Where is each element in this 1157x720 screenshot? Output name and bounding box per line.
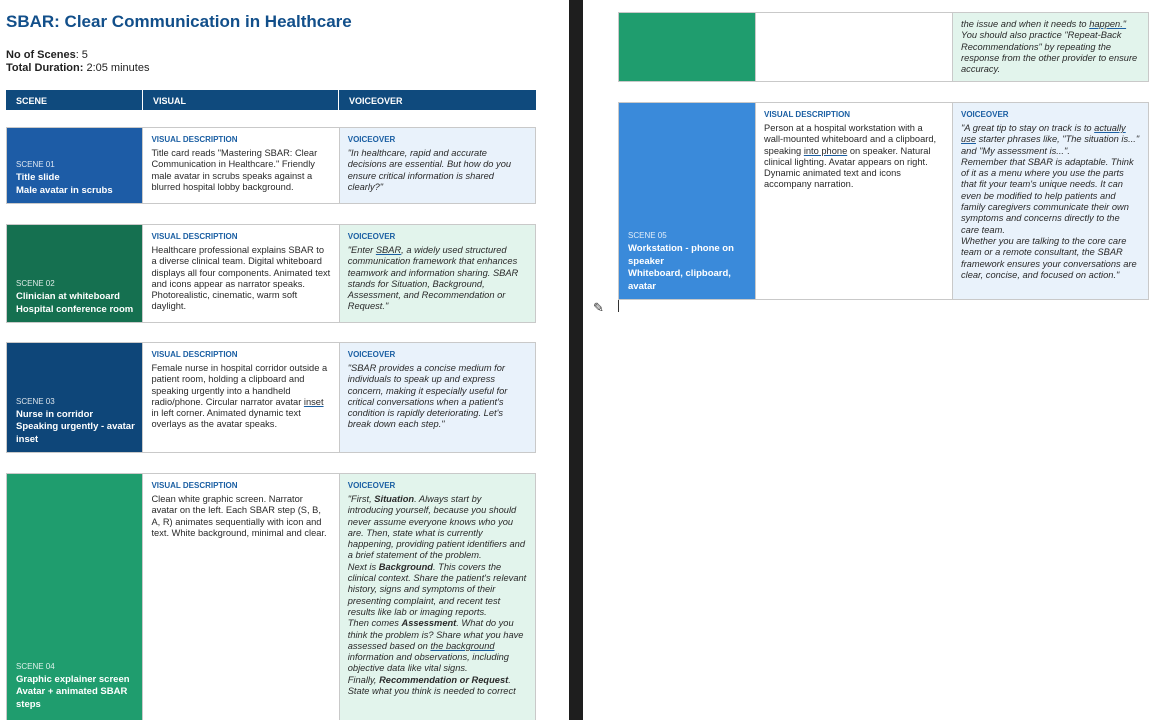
page-divider: [569, 0, 583, 720]
scene-name: Workstation - phone on speaker Whiteboard, clipboard, avatar: [628, 243, 734, 292]
voiceover-heading: VOICEOVER: [347, 481, 396, 490]
scene-row-04: [6, 473, 536, 720]
scene-label-cell: [7, 474, 143, 720]
scene-name: Title slide Male avatar in scrubs: [16, 172, 113, 196]
visual-description-text: Clean white graphic screen. Narrator avatar on the left. Each SBAR step (S, B, A, R) animates sequentially with icon and text. White background, minimal and clear.: [151, 494, 327, 538]
visual-description-cell: [143, 225, 339, 322]
voiceover-cell: [953, 103, 1148, 299]
visual-description-cell: [756, 13, 953, 81]
voiceover-heading: VOICEOVER: [347, 350, 396, 359]
visual-description-heading: VISUAL DESCRIPTION: [764, 110, 851, 119]
visual-description-cell: [143, 343, 339, 452]
visual-description-heading: VISUAL DESCRIPTION: [151, 135, 238, 144]
voiceover-cell: [340, 343, 535, 452]
scene-number: SCENE 01: [16, 160, 55, 169]
scene-row-03: [6, 342, 536, 453]
visual-description-heading: VISUAL DESCRIPTION: [151, 232, 238, 241]
voiceover-text: "Enter SBAR, a widely used structured communication framework that enhances teamwork and information sharing. SBAR stands for Situation, Background, Assessment, and Recommendation or Request.": [347, 245, 519, 312]
voiceover-heading: VOICEOVER: [347, 135, 396, 144]
document-page-right: [583, 0, 1157, 720]
header-visual: VISUAL: [143, 90, 339, 110]
visual-description-text: Female nurse in hospital corridor outside a patient room, holding a clipboard and speaking urgently into a handheld radio/phone. Circular narrator avatar inset in left corner. Animated dynamic text overlays as the avatar speaks.: [151, 363, 328, 430]
document-title: SBAR: Clear Communication in Healthcare: [6, 12, 352, 31]
voiceover-text: "First, Situation. Always start by introducing yourself, because you should never assume everyone knows who you are. Then, state what is currently happening, providing patient identifiers and a brief statement of the problem. Next is Background. This covers the clinical context. Share the patient's relevant history, signs and symptoms of their presenting complaint, and recent test results like lab or imaging reports. Then comes Assessment. What do you think the problem is? Share what you have assessed based on the background information and observations, including objective data like vital signs. Finally, Recommendation or Request. State what you think is needed to correct: [347, 494, 527, 697]
scene-number: SCENE 04: [16, 661, 55, 671]
scene-number: SCENE 05: [628, 231, 667, 240]
voiceover-cell: [340, 225, 535, 322]
visual-description-heading: VISUAL DESCRIPTION: [151, 350, 238, 359]
voiceover-text: "In healthcare, rapid and accurate decisions are essential. But how do you ensure critical information is shared clearly?": [347, 148, 512, 192]
scene-label-cell: [619, 103, 756, 299]
visual-description-cell: [756, 103, 953, 299]
scene-name: Nurse in corridor Speaking urgently - avatar inset: [16, 408, 135, 445]
visual-description-text: Person at a hospital workstation with a wall-mounted whiteboard and a clipboard, speaking into phone on speaker. Natural clinical lighting. Avatar appears on right. Dynamic animated text and icons accompany narration.: [764, 123, 937, 190]
voiceover-text: "SBAR provides a concise medium for individuals to speak up and express concern, making it especially useful for critical conversations when a patient's condition is rapidly deteriorating. Let's break down each step.": [347, 363, 508, 430]
spellcheck-word: happen.": [1089, 19, 1127, 29]
scene-name: Graphic explainer screen Avatar + animated SBAR steps: [16, 673, 130, 710]
table-header: [6, 90, 536, 110]
scene-row-04-continued: [618, 12, 1149, 82]
document-page-left: [0, 0, 569, 720]
total-duration: Total Duration: 2:05 minutes: [6, 62, 150, 74]
scene-number: SCENE 03: [16, 396, 55, 406]
text-caret[interactable]: [618, 300, 619, 312]
scene-count: No of Scenes: 5: [6, 49, 88, 61]
spellcheck-word: SBAR: [375, 245, 402, 255]
voiceover-text: "A great tip to stay on track is to actually use starter phrases like, "The situation is..." and "My assessment is...". Remember that SBAR is adaptable. Think of it as a menu where you use the parts that fit your team's unique needs. It can even be modified to help patients and family caregivers communicate their own symptoms and concerns directly to the care team. Whether you are talking to the core care team or a remote consultant, the SBAR framework ensures your conversations are clear, concise, and focused on action.": [961, 123, 1140, 280]
pen-cursor-icon: ✎: [593, 300, 604, 315]
spellcheck-word: the background: [430, 640, 495, 651]
spellcheck-word: actually use: [961, 123, 1126, 145]
visual-description-cell: [143, 474, 339, 720]
voiceover-heading: VOICEOVER: [347, 232, 396, 241]
header-voiceover: VOICEOVER: [349, 96, 403, 106]
spellcheck-word: into phone: [803, 145, 848, 156]
header-scene: SCENE: [6, 90, 143, 110]
voiceover-cell: [340, 474, 535, 720]
scene-row-02: [6, 224, 536, 323]
scene-label-cell: [7, 128, 143, 203]
scene-label-cell: [7, 225, 143, 322]
visual-description-text: Title card reads "Mastering SBAR: Clear Communication in Healthcare." Friendly male avatar in scrubs speaks against a blurred hospital lobby background.: [151, 148, 318, 192]
spellcheck-word: inset: [303, 396, 324, 407]
voiceover-text: the issue and when it needs to happen." You should also practice "Repeat-Back Recommendations" by repeating the response from the other provider to ensure accuracy.: [961, 19, 1138, 75]
scene-label-cell: [7, 343, 143, 452]
scene-row-05: [618, 102, 1149, 300]
scene-label-cell: [619, 13, 756, 81]
visual-description-heading: VISUAL DESCRIPTION: [151, 481, 238, 490]
visual-description-text: Healthcare professional explains SBAR to a diverse clinical team. Digital whiteboard displays all four components. Animated text and icons appear as narrator speaks. Photorealistic, cinematic, warm soft daylight.: [151, 245, 331, 312]
scene-number: SCENE 02: [16, 279, 55, 288]
scene-row-01: [6, 127, 536, 204]
voiceover-cell: [953, 13, 1148, 81]
voiceover-heading: VOICEOVER: [961, 110, 1009, 119]
voiceover-cell: [340, 128, 535, 203]
visual-description-cell: [143, 128, 339, 203]
scene-name: Clinician at whiteboard Hospital conference room: [16, 291, 134, 315]
